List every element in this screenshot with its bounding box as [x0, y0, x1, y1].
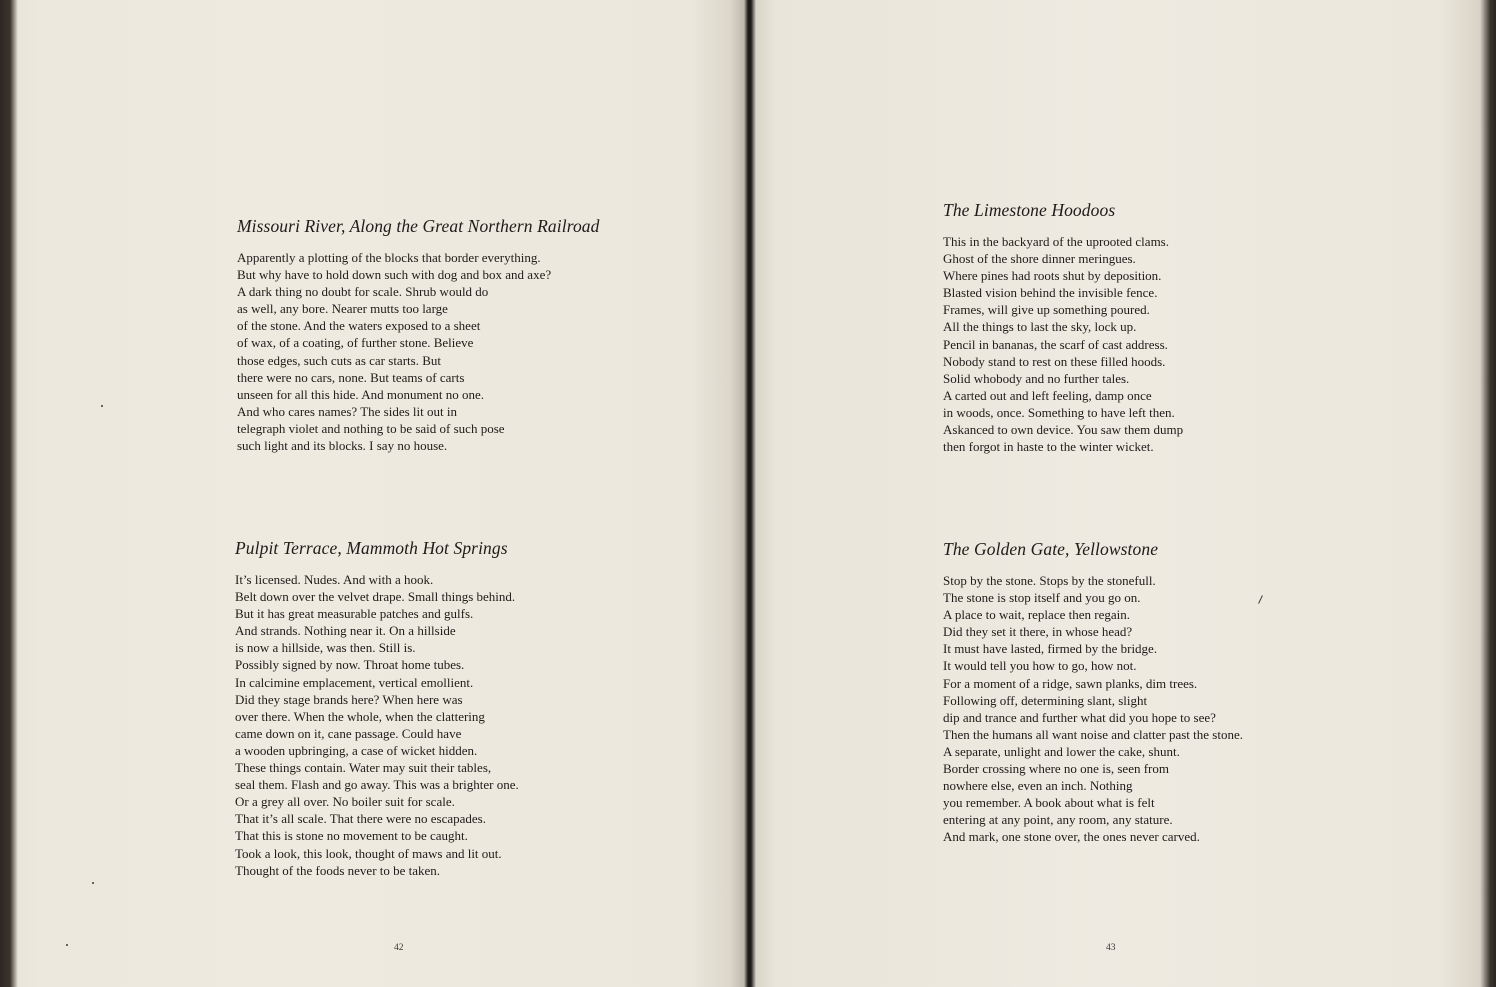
poem-line: That this is stone no movement to be caught. — [235, 828, 468, 844]
poem-title: Pulpit Terrace, Mammoth Hot Springs — [235, 538, 508, 558]
paper-speck — [66, 944, 68, 946]
poem-line: Where pines had roots shut by deposition. — [943, 268, 1162, 284]
poem-title: The Limestone Hoodoos — [943, 200, 1116, 220]
poem-line: you remember. A book about what is felt — [943, 795, 1155, 811]
poem-line: It must have lasted, firmed by the bridge. — [943, 641, 1158, 657]
poem-line: dip and trance and further what did you hope to see? — [943, 709, 1216, 725]
left-page — [14, 0, 746, 987]
poem-line: A carted out and left feeling, damp once — [943, 387, 1152, 403]
poem-line: And mark, one stone over, the ones never carved. — [943, 829, 1200, 845]
poem-line: But why have to hold down such with dog and box and axe? — [237, 267, 552, 283]
poem-line: Did they set it there, in whose head? — [943, 624, 1133, 640]
poem-line: over there. When the whole, when the clattering — [235, 708, 485, 724]
poem-line: Following off, determining slant, slight — [943, 692, 1148, 708]
poem-line: Possibly signed by now. Throat home tubes. — [235, 657, 465, 673]
poem-line: Solid whobody and no further tales. — [943, 370, 1130, 386]
poem-golden-gate — [943, 538, 1243, 846]
poem-line: Blasted vision behind the invisible fence. — [943, 285, 1158, 301]
poem-line: those edges, such cuts as car starts. But — [237, 352, 441, 368]
poem-title: Missouri River, Along the Great Northern Railroad — [237, 216, 600, 236]
poem-line: Border crossing where no one is, seen from — [943, 761, 1169, 777]
poem-line: nowhere else, even an inch. Nothing — [943, 778, 1133, 794]
poem-line: That it’s all scale. That there were no escapades. — [235, 811, 486, 827]
poem-line: unseen for all this hide. And monument no one. — [237, 386, 484, 402]
poem-title: The Golden Gate, Yellowstone — [943, 539, 1159, 559]
poem-line: It’s licensed. Nudes. And with a hook. — [235, 572, 434, 587]
poem-line: Frames, will give up something poured. — [943, 302, 1150, 318]
poem-line: as well, any bore. Nearer mutts too large — [237, 301, 448, 317]
poem-line: Then the humans all want noise and clatter past the stone. — [943, 726, 1243, 742]
poem-line: And strands. Nothing near it. On a hillside — [235, 623, 456, 639]
poem-line: All the things to last the sky, lock up. — [943, 319, 1137, 335]
poem-line: seal them. Flash and go away. This was a brighter one. — [235, 777, 519, 793]
poem-line: then forgot in haste to the winter wicket. — [943, 439, 1154, 455]
poem-line: Pencil in bananas, the scarf of cast address. — [943, 336, 1168, 352]
poem-line: For a moment of a ridge, sawn planks, dim trees. — [943, 675, 1198, 691]
poem-line: Did they stage brands here? When here was — [235, 691, 463, 707]
poem-body — [237, 249, 600, 454]
paper-speck — [92, 882, 94, 884]
poem-line: there were no cars, none. But teams of carts — [237, 369, 465, 385]
right-page — [754, 0, 1490, 987]
poem-line: In calcimine emplacement, vertical emollient. — [235, 674, 474, 690]
paper-speck — [101, 405, 103, 407]
poem-line: And who cares names? The sides lit out in — [237, 403, 457, 419]
poem-line: Stop by the stone. Stops by the stonefull. — [943, 573, 1156, 588]
poem-line: a wooden upbringing, a case of wicket hidden. — [235, 742, 478, 758]
poem-line: telegraph violet and nothing to be said of such pose — [237, 420, 505, 436]
poem-line: Ghost of the shore dinner meringues. — [943, 251, 1136, 267]
poem-line: is now a hillside, was then. Still is. — [235, 640, 416, 656]
poem-line: Askanced to own device. You saw them dump — [943, 422, 1184, 438]
poem-line: A separate, unlight and lower the cake, shunt. — [943, 743, 1180, 759]
poem-line: of wax, of a coating, of further stone. Believe — [237, 335, 474, 351]
page-number: 43 — [1106, 943, 1116, 953]
poem-line: such light and its blocks. I say no house. — [237, 438, 448, 454]
poem-missouri-river — [237, 215, 600, 454]
page-number: 42 — [394, 943, 404, 953]
poem-body — [943, 572, 1243, 846]
poem-line: Nobody stand to rest on these filled hoods. — [943, 353, 1166, 369]
poem-line: Thought of the foods never to be taken. — [235, 862, 441, 878]
poem-line: A dark thing no doubt for scale. Shrub would do — [237, 284, 489, 300]
poem-line: in woods, once. Something to have left then. — [943, 404, 1175, 420]
poem-line: Apparently a plotting of the blocks that border everything. — [237, 250, 541, 265]
poem-line: The stone is stop itself and you go on. — [943, 590, 1141, 606]
poem-line: of the stone. And the waters exposed to a sheet — [237, 318, 481, 334]
paper-speck — [1258, 595, 1263, 604]
poem-line: This in the backyard of the uprooted clams. — [943, 234, 1169, 249]
poem-line: Or a grey all over. No boiler suit for scale. — [235, 794, 455, 810]
poem-line: A place to wait, replace then regain. — [943, 607, 1130, 623]
poem-limestone-hoodoos — [943, 199, 1183, 455]
poem-line: came down on it, cane passage. Could have — [235, 725, 462, 741]
poem-line: These things contain. Water may suit their tables, — [235, 760, 492, 776]
poem-line: But it has great measurable patches and gulfs. — [235, 606, 474, 622]
poem-line: It would tell you how to go, how not. — [943, 658, 1137, 674]
poem-body — [943, 233, 1183, 455]
poem-pulpit-terrace — [235, 537, 519, 879]
poem-line: Belt down over the velvet drape. Small things behind. — [235, 589, 516, 605]
poem-line: Took a look, this look, thought of maws and lit out. — [235, 845, 502, 861]
poem-body — [235, 571, 519, 879]
poem-line: entering at any point, any room, any stature. — [943, 812, 1173, 828]
